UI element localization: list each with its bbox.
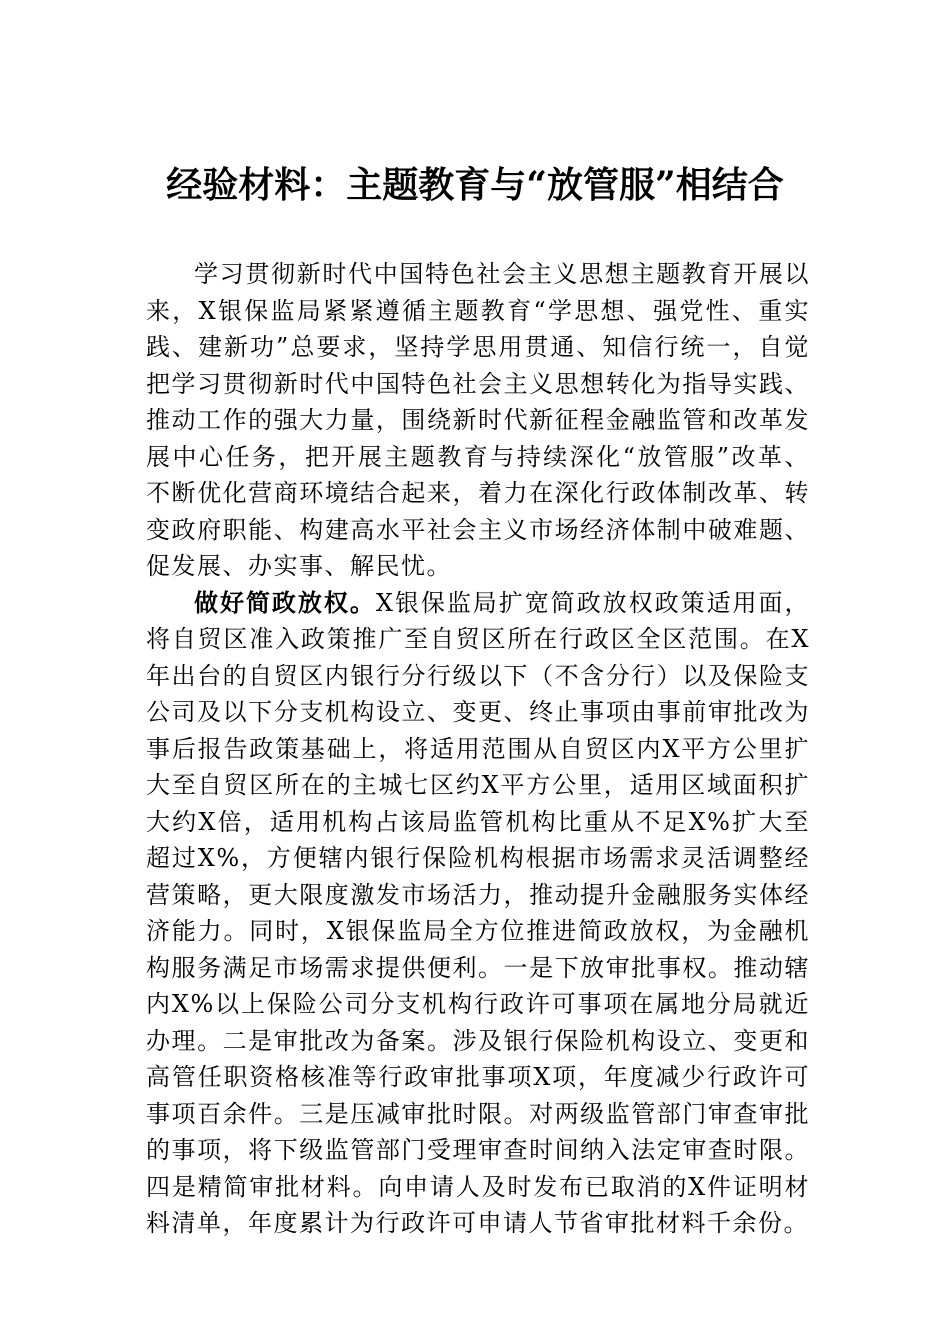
paragraph-simplify-administration <box>146 585 810 1242</box>
paragraph-text: 学习贯彻新时代中国特色社会主义思想主题教育开展以来，X银保监局紧紧遵循主题教育“学思想、强党性、重实践、建新功”总要求，坚持学思用贯通、知信行统一，自觉把学习贯彻新时代中国特色社会主义思想转化为指导实践、推动工作的强大力量，围绕新时代新征程金融监管和改革发展中心任务，把开展主题教育与持续深化“放管服”改革、不断优化营商环境结合起来，着力在深化行政体制改革、转变政府职能、构建高水平社会主义市场经济体制中破难题、促发展、办实事、解民忧。 <box>146 260 810 580</box>
document-title: 经验材料：主题教育与“放管服”相结合 <box>166 164 784 206</box>
paragraph-text: X银保监局扩宽简政放权政策适用面，将自贸区准入政策推广至自贸区所在行政区全区范围。在X年出台的自贸区内银行分行级以下（不含分行）以及保险支公司及以下分支机构设立、变更、终止事项由事前审批改为事后报告政策基础上，将适用范围从自贸区内X平方公里扩大至自贸区所在的主城七区约X平方公里，适用区域面积扩大约X倍，适用机构占该局监管机构比重从不足X%扩大至超过X%，方便辖内银行保险机构根据市场需求灵活调整经营策略，更大限度激发市场活力，推动提升金融服务实体经济能力。同时，X银保监局全方位推进简政放权，为金融机构服务满足市场需求提供便利。一是下放审批事权。推动辖内X%以上保险公司分支机构行政许可事项在属地分局就近办理。二是审批改为备案。涉及银行保险机构设立、变更和高管任职资格核准等行政审批事项X项，年度减少行政许可事项百余件。三是压减审批时限。对两级监管部门审查审批的事项，将下级监管部门受理审查时间纳入法定审查时限。四是精简审批材料。向申请人及时发布已取消的X件证明材料清单，年度累计为行政许可申请人节省审批材料千余份。 <box>146 588 810 1237</box>
document-body <box>146 256 810 1242</box>
paragraph-intro <box>146 256 810 585</box>
paragraph-lead: 做好简政放权。 <box>194 587 376 617</box>
